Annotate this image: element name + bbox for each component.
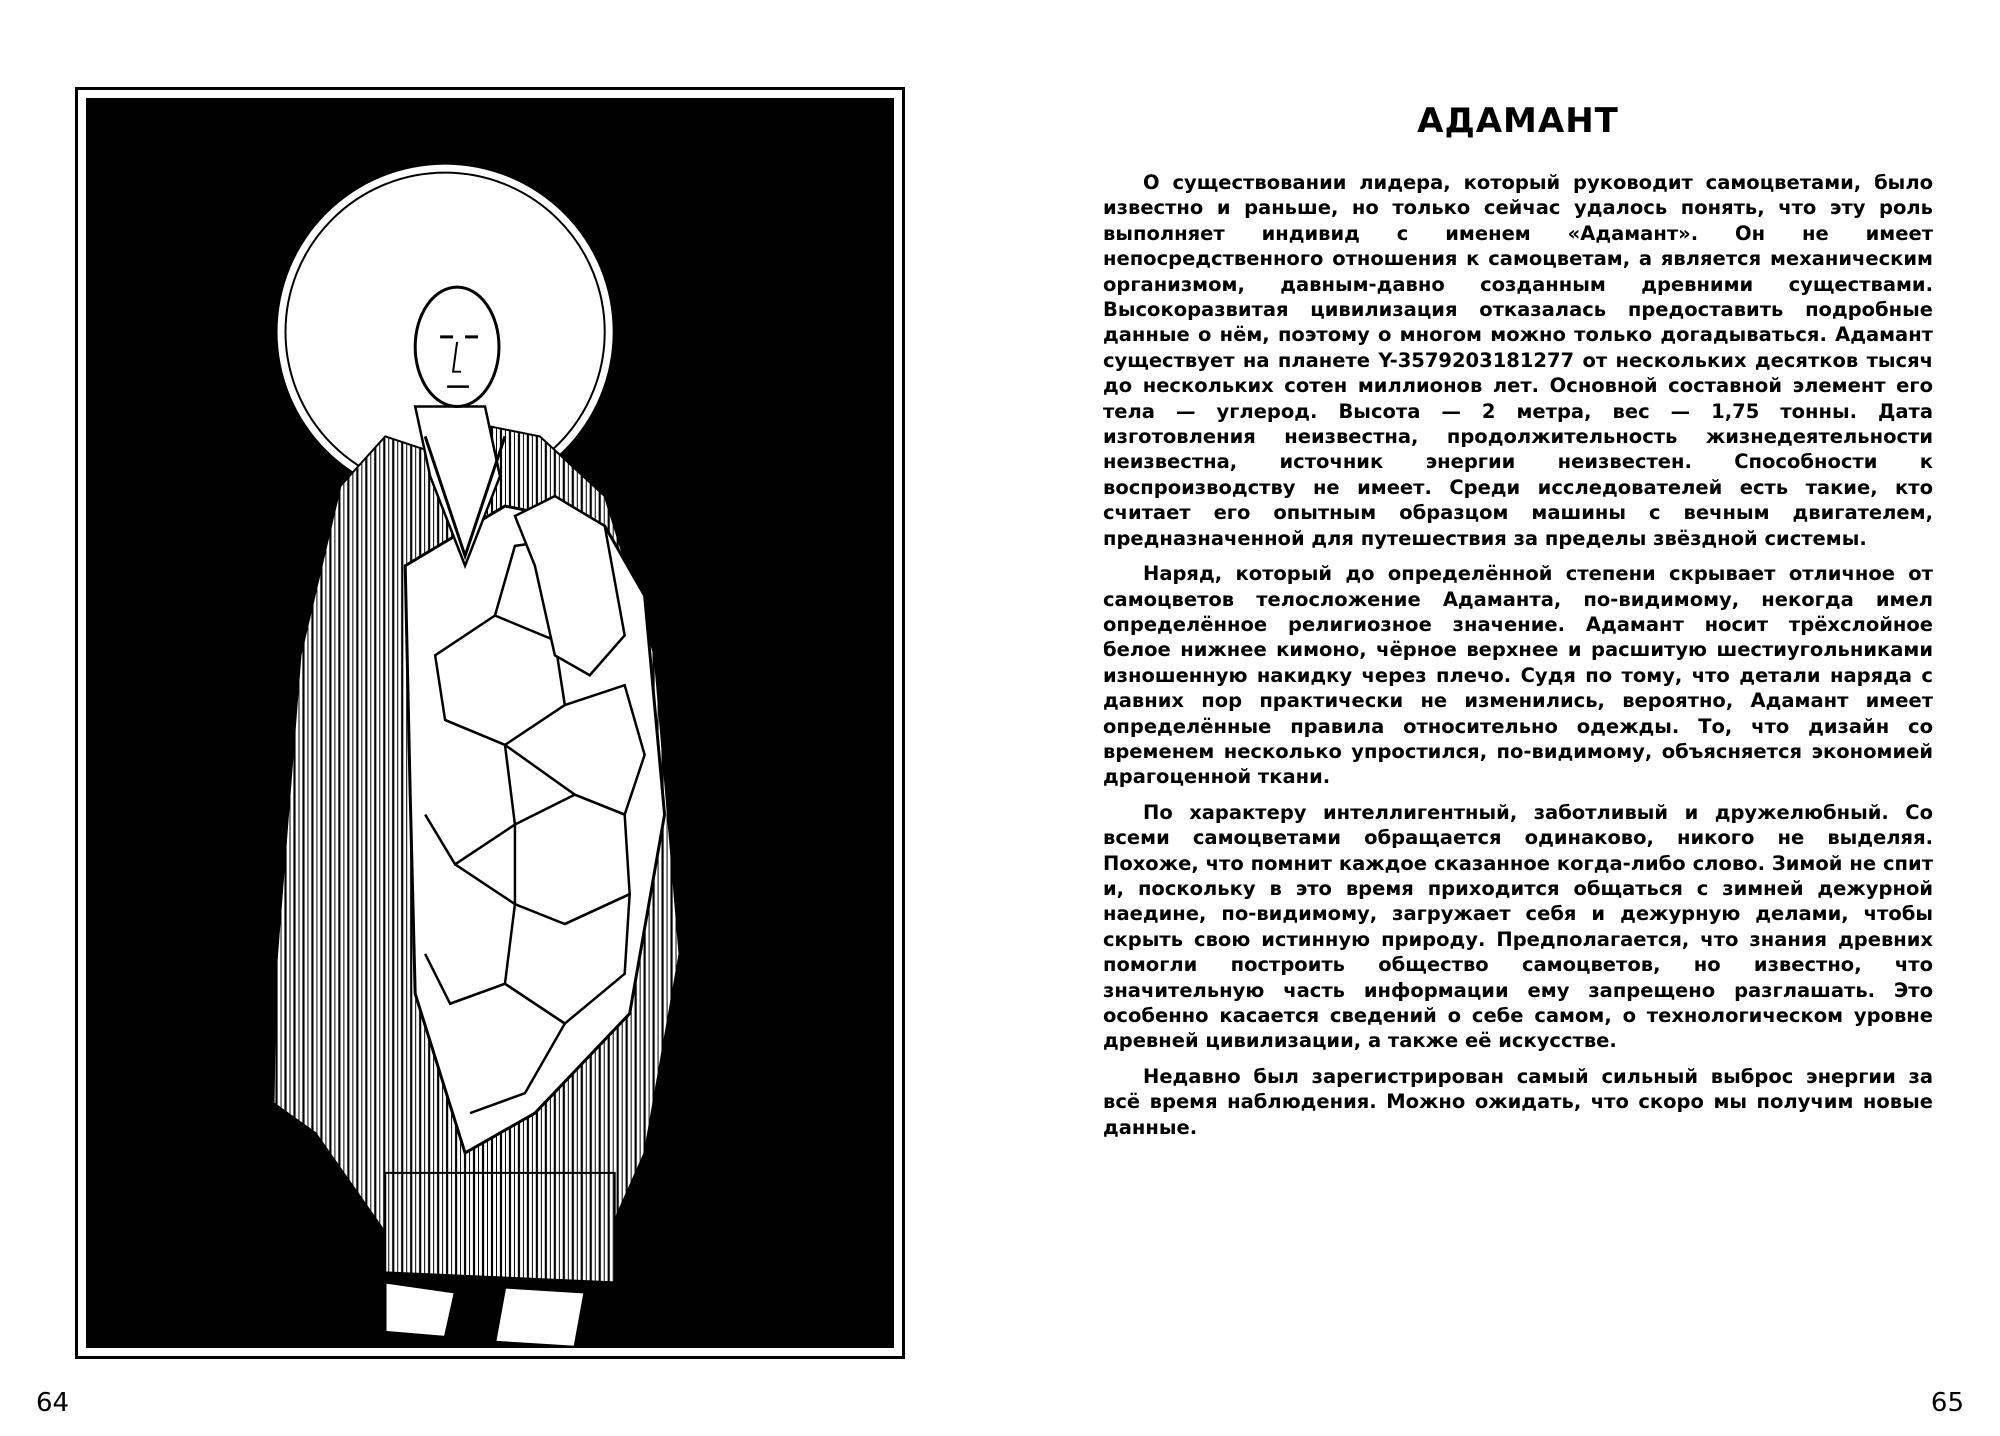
article (1103, 100, 1933, 1150)
right-sandal (495, 1287, 585, 1347)
article-paragraph: О существовании лидера, который руководит самоцветами, было известно и раньше, но только сейчас удалось понять, что эту роль выполняет индивид с именем «Адамант». Он не имеет непосредственного отношения к самоцветам, а является механическим организмом, давным-давно созданным древними существами. Высокоразвитая цивилизация отказалась предоставить подробные данные о нём, поэтому о многом можно только догадываться. Адамант существует на планете Y-3579203181277 от нескольких десятков тысяч до нескольких сотен миллионов лет. Основной составной элемент его тела — углерод. Высота — 2 метра, вес — 1,75 тонны. Дата изготовления неизвестна, продолжительность жизнедеятельности неизвестна, источник энергии неизвестен. Способности к воспроизводству не имеет. Среди исследователей есть такие, кто считает его опытным образцом машины с вечным двигателем, предназначенной для путешествия за пределы звёздной системы. (1103, 171, 1933, 550)
article-paragraph: По характеру интеллигентный, заботливый и дружелюбный. Со всеми самоцветами обращается одинаково, никого не выделяя. Похоже, что помнит каждое сказанное когда-либо слово. Зимой не спит и, поскольку в это время приходится общаться с зимней дежурной наедине, по-видимому, загружает себя и дежурную делами, чтобы скрыть свою истинную природу. Предполагается, что знания древних помогли построить общество самоцветов, но известно, что значительную часть информации ему запрещено разглашать. Это особенно касается сведений о себе самом, о технологическом уровне древней цивилизации, а также её искусстве. (1103, 800, 1933, 1053)
article-title: АДАМАНТ (1417, 101, 1619, 141)
illustration-frame (75, 87, 905, 1359)
page-number-right: 65 (1930, 1388, 1964, 1418)
left-sandal (385, 1282, 455, 1337)
illustration-svg (86, 98, 894, 1348)
article-paragraph: Наряд, который до определённой степени скрывает отличное от самоцветов телосложение Адаманта, по-видимому, некогда имел определённое религиозное значение. Адамант носит трёхслойное белое нижнее кимоно, чёрное верхнее и расшитую шестиугольниками изношенную накидку через плечо. Судя по тому, что детали наряда с давних пор практически не изменились, вероятно, Адамант имеет определённые правила относительно одежды. То, что дизайн со временем несколько упростился, по-видимому, объясняется экономией драгоценной ткани. (1103, 562, 1933, 789)
page-number-left: 64 (36, 1388, 70, 1418)
lower-kimono (385, 1173, 614, 1282)
article-paragraph: Недавно был зарегистрирован самый сильный выброс энергии за всё время наблюдения. Можно ожидать, что скоро мы получим новые данные. (1103, 1064, 1933, 1139)
adamant-monk-illustration-icon (86, 98, 894, 1348)
